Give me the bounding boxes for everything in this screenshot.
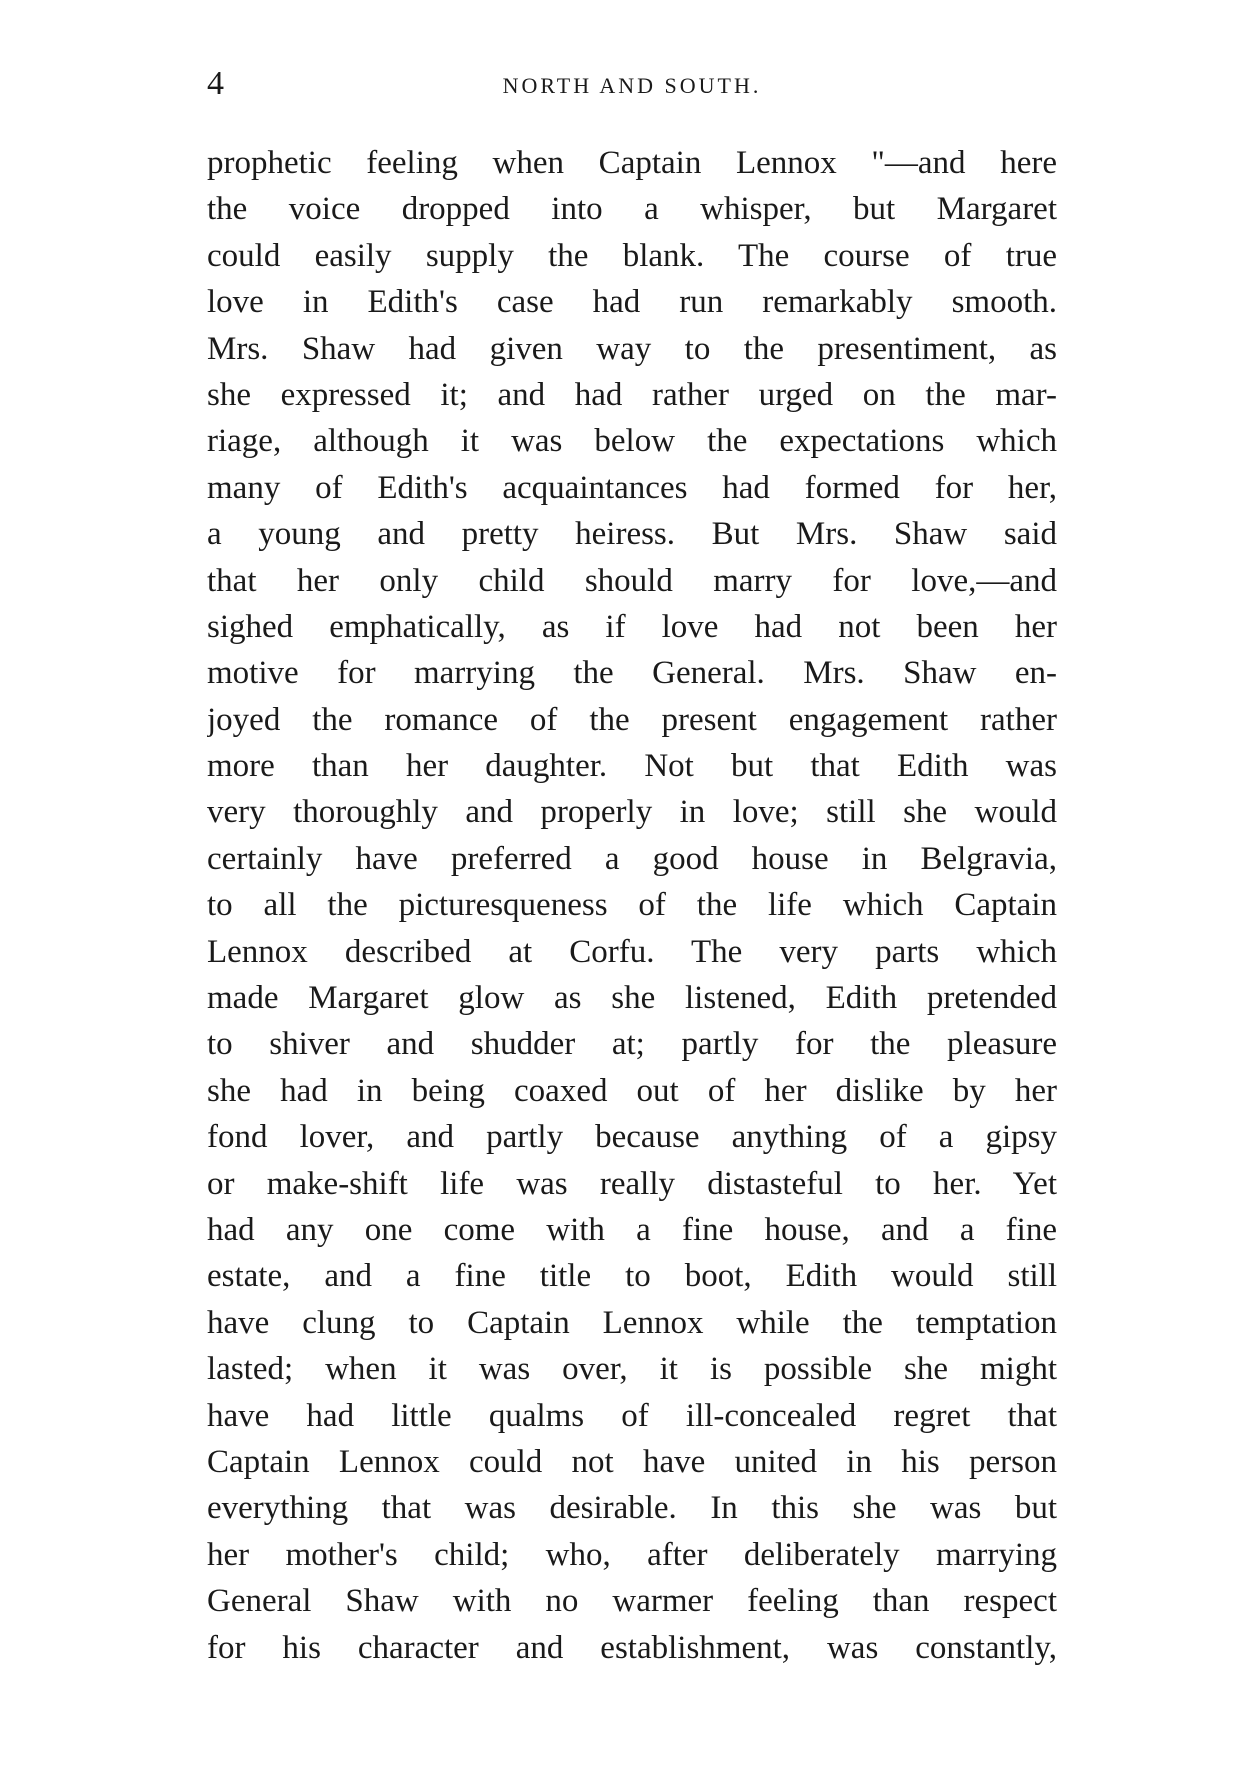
text-line: could easily supply the blank. The course of true [207,237,1057,274]
text-line: she had in being coaxed out of her dislike by her [207,1072,1057,1109]
text-line: joyed the romance of the present engagement rather [207,701,1057,738]
text-line: prophetic feeling when Captain Lennox "—and here [207,145,1057,181]
text-line: to all the picturesqueness of the life which Captain [207,887,1057,924]
text-line: have had little qualms of ill-concealed regret that [207,1397,1057,1434]
text-line: General Shaw with no warmer feeling than respect [207,1583,1057,1620]
text-line: Captain Lennox could not have united in his person [207,1443,1057,1480]
text-line: many of Edith's acquaintances had formed for her, [207,469,1057,506]
text-line: Lennox described at Corfu. The very parts which [207,933,1057,970]
text-line: had any one come with a fine house, and a fine [207,1211,1057,1248]
text-line: certainly have preferred a good house in Belgravia, [207,840,1057,877]
text-line: lasted; when it was over, it is possible she might [207,1351,1057,1388]
text-line: Mrs. Shaw had given way to the presentiment, as [207,330,1057,367]
text-line: sighed emphatically, as if love had not been her [207,608,1057,645]
text-line: have clung to Captain Lennox while the temptation [207,1304,1057,1341]
running-head [207,64,1057,104]
body-text [207,140,1057,1671]
text-line: made Margaret glow as she listened, Edith pretended [207,980,1057,1017]
text-line: fond lover, and partly because anything of a gipsy [207,1119,1057,1156]
text-line: or make-shift life was really distasteful to her. Yet [207,1165,1057,1202]
text-line: that her only child should marry for love,—and [207,562,1057,599]
text-line: her mother's child; who, after deliberately marrying [207,1536,1057,1573]
text-line: riage, although it was below the expectations which [207,423,1057,460]
text-line: for his character and establishment, was constantly, [207,1629,1057,1666]
text-line: she expressed it; and had rather urged on the mar- [207,376,1057,413]
text-line: very thoroughly and properly in love; still she would [207,794,1057,831]
text-line: love in Edith's case had run remarkably smooth. [207,284,1057,321]
text-line: motive for marrying the General. Mrs. Shaw en- [207,655,1057,692]
running-title: NORTH AND SOUTH. [502,73,762,98]
text-line: estate, and a fine title to boot, Edith would still [207,1258,1057,1295]
text-line: the voice dropped into a whisper, but Margaret [207,191,1057,228]
text-line: a young and pretty heiress. But Mrs. Shaw said [207,516,1057,553]
text-line: everything that was desirable. In this she was but [207,1490,1057,1527]
page-number: 4 [207,65,224,102]
text-line: to shiver and shudder at; partly for the pleasure [207,1026,1057,1063]
text-line: more than her daughter. Not but that Edith was [207,748,1057,785]
